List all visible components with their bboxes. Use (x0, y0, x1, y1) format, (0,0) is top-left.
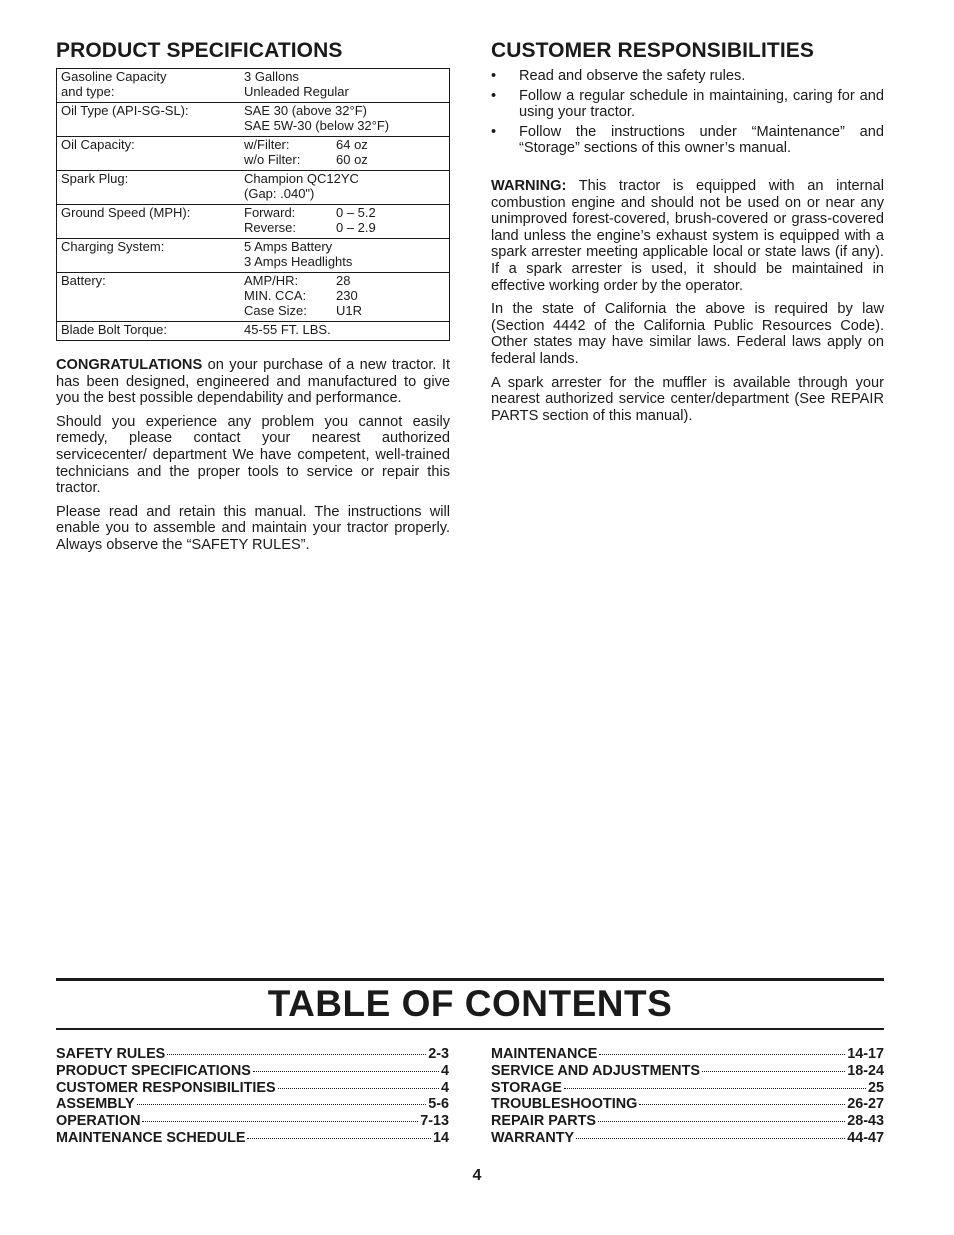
table-row (57, 171, 450, 205)
spec-value-line (244, 273, 449, 288)
spec-value-line (244, 69, 449, 84)
toc-leader-dots (576, 1137, 845, 1139)
spec-value-line (244, 288, 449, 303)
spec-value (244, 171, 450, 205)
spec-value-key: Forward: (244, 205, 296, 220)
toc-left-column (56, 1046, 449, 1147)
toc-leader-dots (142, 1120, 418, 1122)
toc-entry-label: ASSEMBLY (56, 1096, 135, 1113)
toc-entry-label: REPAIR PARTS (491, 1113, 597, 1130)
customer-responsibilities-heading: CUSTOMER RESPONSIBILITIES (491, 39, 814, 62)
toc-entry (491, 1046, 884, 1063)
spec-value-line (244, 322, 449, 337)
spec-value-line (244, 254, 449, 269)
toc-entry-page: 14 (432, 1129, 449, 1146)
bullet-text: Follow a regular schedule in maintaining, caring for and using your tractor. (519, 87, 884, 121)
toc-right-column (491, 1046, 884, 1147)
toc-entry-label: SERVICE AND ADJUSTMENTS (491, 1062, 700, 1079)
spec-value-amount: U1R (336, 303, 363, 318)
spec-value-amount: 60 oz (336, 152, 368, 167)
spec-value-line (244, 103, 449, 118)
toc-entry-label: MAINTENANCE (491, 1046, 598, 1062)
spec-value (244, 322, 450, 341)
toc-entry-label: SAFETY RULES (56, 1046, 166, 1062)
spec-value-line (244, 84, 449, 99)
toc-leader-dots (247, 1137, 431, 1139)
spec-value-key: 45-55 FT. LBS. (244, 322, 331, 337)
toc-entry-page: 5-6 (428, 1096, 449, 1113)
spec-value-line (244, 137, 449, 152)
bullet-text: Follow the instructions under “Maintenance” and “Storage” sections of this owner’s manual. (519, 123, 884, 157)
toc-entry-label: MAINTENANCE SCHEDULE (56, 1129, 246, 1146)
spec-value-key: AMP/HR: (244, 273, 299, 288)
congratulations-text: on your purchase of a new tractor. It has been designed, engineered and manufactured to give you the best possible dependability and performance. (56, 357, 450, 407)
toc-entry (56, 1130, 449, 1147)
spec-label: Gasoline Capacity and type: (61, 69, 167, 99)
toc-entry-label: PRODUCT SPECIFICATIONS (56, 1062, 251, 1079)
spec-value-amount: 0 – 5.2 (336, 205, 376, 220)
toc-entry-page: 4 (440, 1062, 449, 1079)
spec-label: Oil Capacity: (61, 137, 135, 152)
toc-entry (491, 1096, 884, 1113)
spec-label: Ground Speed (MPH): (61, 205, 191, 220)
spec-value-line (244, 118, 449, 133)
spec-label: Spark Plug: (61, 171, 129, 186)
table-row (57, 322, 450, 341)
table-row (57, 205, 450, 239)
toc-entry (56, 1080, 449, 1097)
toc-entry-page: 28-43 (847, 1113, 884, 1130)
spec-value-key: SAE 5W-30 (below 32°F) (244, 118, 390, 133)
retain-manual-paragraph: Please read and retain this manual. The instructions will enable you to assemble and maintain your tractor properly. Always observe the “SAFETY RULES”. (56, 503, 450, 553)
table-row (57, 103, 450, 137)
spec-value (244, 273, 450, 322)
spec-value-line (244, 220, 449, 235)
spec-value-key: Unleaded Regular (244, 84, 349, 99)
table-row (57, 137, 450, 171)
spec-label: Charging System: (61, 239, 165, 254)
spec-value-line (244, 303, 449, 318)
list-item (491, 88, 884, 121)
spec-label: Battery: (61, 273, 106, 288)
toc-leader-dots (598, 1120, 845, 1122)
toc-entry-label: WARRANTY (491, 1129, 575, 1146)
toc-bottom-rule (56, 1028, 884, 1030)
spec-value-key: SAE 30 (above 32°F) (244, 103, 367, 118)
list-item (491, 124, 884, 157)
toc-title: TABLE OF CONTENTS (267, 983, 673, 1024)
toc-entry-page: 14-17 (847, 1046, 884, 1062)
congratulations-paragraph (56, 357, 450, 407)
spec-value-key: Case Size: (244, 303, 307, 318)
toc-entry (491, 1080, 884, 1097)
spec-value-key: Champion QC12YC (244, 171, 359, 186)
toc-leader-dots (278, 1087, 439, 1089)
toc-entry-page: 4 (440, 1079, 449, 1096)
toc-entry-page: 26-27 (847, 1096, 884, 1113)
toc-entry (56, 1063, 449, 1080)
spec-value (244, 205, 450, 239)
bullet-icon: • (491, 68, 497, 84)
toc-entry (56, 1113, 449, 1130)
spec-value-amount: 230 (336, 288, 358, 303)
california-paragraph: In the state of California the above is required by law (Section 4442 of the California Public Resources Code). Other states may have similar laws. Federal laws apply on federal lands. (491, 301, 884, 367)
toc-entry-label: CUSTOMER RESPONSIBILITIES (56, 1079, 276, 1096)
spec-value (244, 137, 450, 171)
spec-value-line (244, 186, 449, 201)
spec-value-key: w/o Filter: (244, 152, 301, 167)
service-paragraph: Should you experience any problem you cannot easily remedy, please contact your nearest authorized servicecenter/ department We have competent, well-trained technicians and the proper tools to service or repair this tractor. (56, 413, 450, 497)
spec-label: Oil Type (API-SG-SL): (61, 103, 189, 118)
toc-leader-dots (702, 1070, 845, 1072)
spec-value (244, 103, 450, 137)
congratulations-bold: CONGRATULATIONS (56, 357, 203, 373)
toc-top-rule (56, 978, 884, 981)
toc-entry-label: STORAGE (491, 1079, 562, 1096)
spec-value-key: MIN. CCA: (244, 288, 307, 303)
toc-entry (491, 1130, 884, 1147)
toc-entry (56, 1046, 449, 1063)
warning-text: This tractor is equipped with an internal combustion engine and should not be used on or near any unimproved forest-covered, brush-covered or grass-covered land unless the engine’s exhaust system is equipped with a spark arrester meeting applicable local or state laws (if any). If a spark arrester is used, it should be maintained in effective working order by the operator. (491, 177, 884, 294)
toc-entry-label: OPERATION (56, 1113, 141, 1130)
toc-entry (491, 1113, 884, 1130)
spec-value-line (244, 239, 449, 254)
bullet-text: Read and observe the safety rules. (519, 68, 746, 84)
spec-value-line (244, 152, 449, 167)
table-row (57, 69, 450, 103)
toc-leader-dots (564, 1087, 866, 1089)
left-column (56, 38, 450, 561)
toc-leader-dots (599, 1053, 845, 1055)
toc-entry-page: 2-3 (428, 1046, 449, 1062)
spec-value-amount: 28 (336, 273, 351, 288)
toc-leader-dots (137, 1103, 427, 1105)
spec-value-line (244, 171, 449, 186)
list-item (491, 68, 884, 85)
right-column (491, 38, 884, 431)
toc-leader-dots (639, 1103, 845, 1105)
toc-leader-dots (253, 1070, 439, 1072)
bullet-icon: • (491, 123, 497, 140)
toc-entry-page: 7-13 (420, 1113, 449, 1130)
spec-value (244, 69, 450, 103)
table-row (57, 239, 450, 273)
spec-table-body (57, 69, 450, 341)
spec-value-key: w/Filter: (244, 137, 290, 152)
toc-entry-page: 18-24 (847, 1062, 884, 1079)
warning-paragraph (491, 178, 884, 294)
spec-value-key: 3 Gallons (244, 69, 299, 84)
toc-leader-dots (167, 1053, 426, 1055)
spec-value-amount: 0 – 2.9 (336, 220, 376, 235)
spec-table (56, 68, 450, 341)
spec-value-key: (Gap: .040") (244, 186, 315, 201)
toc-entry (491, 1063, 884, 1080)
toc-entry (56, 1096, 449, 1113)
spark-arrester-paragraph: A spark arrester for the muffler is available through your nearest authorized service center/department (See REPAIR PARTS section of this manual). (491, 374, 884, 424)
bullet-icon: • (491, 87, 497, 104)
toc-entry-page: 25 (867, 1079, 884, 1096)
responsibilities-list (491, 68, 884, 157)
toc-entry-label: TROUBLESHOOTING (491, 1096, 638, 1113)
spec-value-amount: 64 oz (336, 137, 368, 152)
toc-entry-page: 44-47 (847, 1129, 884, 1146)
product-specifications-heading: PRODUCT SPECIFICATIONS (56, 39, 343, 62)
spec-value-key: 5 Amps Battery (244, 239, 333, 254)
spec-value-key: 3 Amps Headlights (244, 254, 353, 269)
spec-value-key: Reverse: (244, 220, 297, 235)
page-number: 4 (472, 1167, 482, 1184)
spec-value (244, 239, 450, 273)
spec-label: Blade Bolt Torque: (61, 322, 167, 337)
table-row (57, 273, 450, 322)
warning-bold: WARNING: (491, 177, 567, 194)
spec-value-line (244, 205, 449, 220)
